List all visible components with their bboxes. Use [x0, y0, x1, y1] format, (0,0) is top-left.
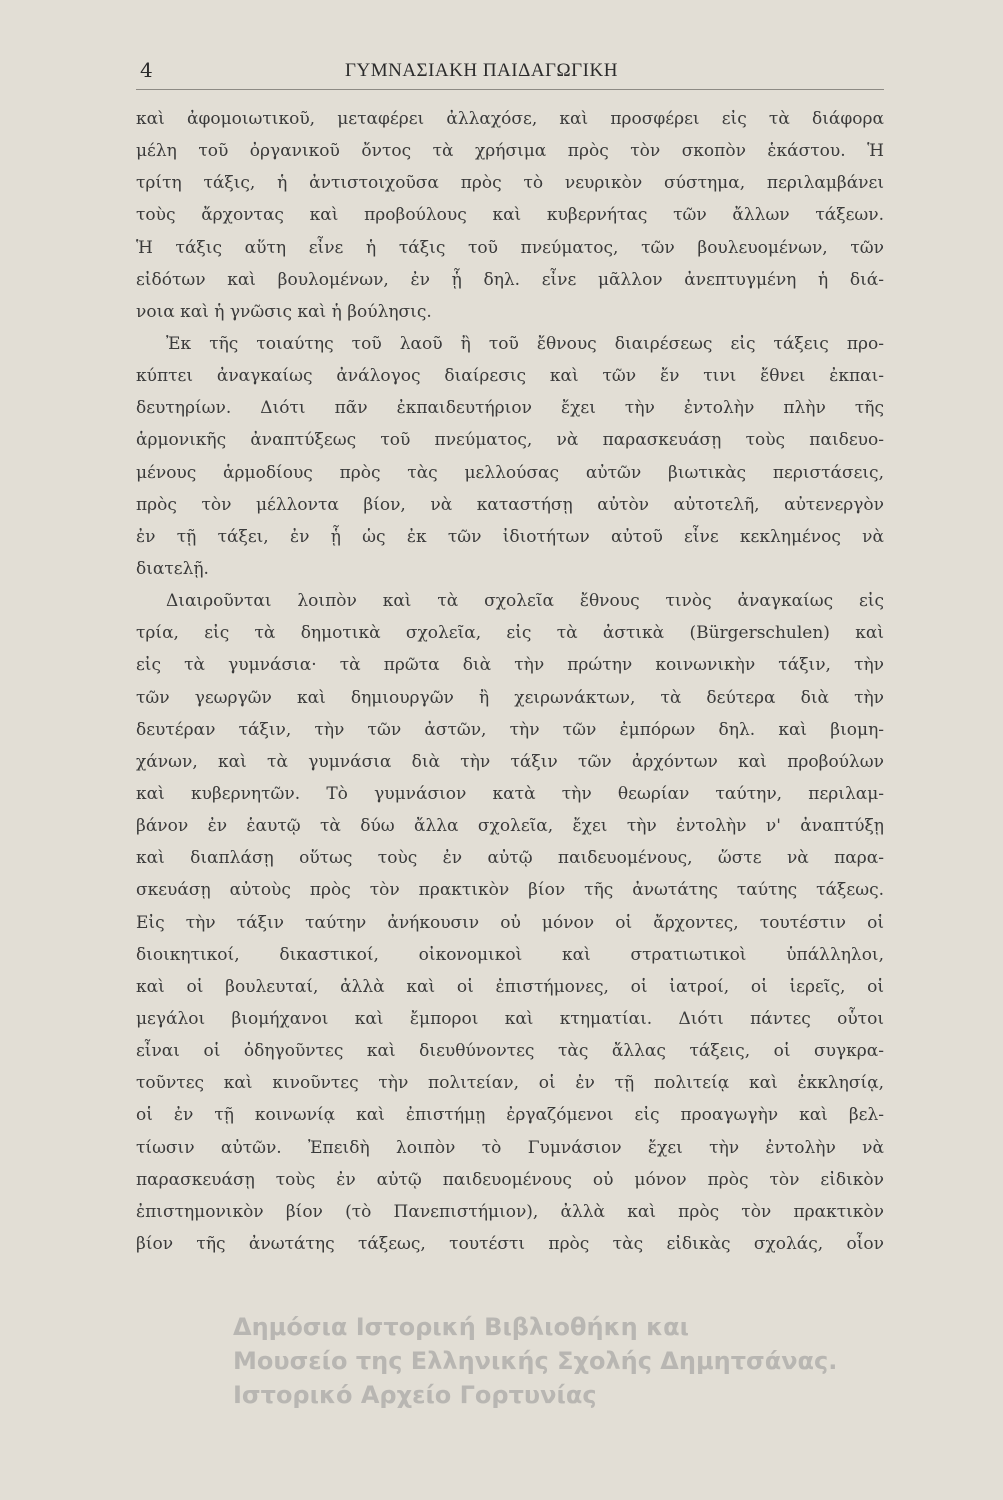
text-line: τρίτη τάξις, ἡ ἀντιστοιχοῦσα πρὸς τὸ νευρικὸν σύστημα, περιλαμβάνει: [136, 173, 884, 194]
watermark-line: Δημόσια Ιστορική Βιβλιοθήκη και: [233, 1313, 689, 1341]
text-line: εἶναι οἱ ὁδηγοῦντες καὶ διευθύνοντες τὰς ἄλλας τάξεις, οἱ συγκρα-: [136, 1041, 884, 1062]
text-line: πρὸς τὸν μέλλοντα βίον, νὰ καταστήσῃ αὐτὸν αὐτοτελῆ, αὐτενεργὸν: [136, 494, 884, 515]
text-line: δευτέραν τάξιν, τὴν τῶν ἀστῶν, τὴν τῶν ἐμπόρων δηλ. καὶ βιομη-: [136, 719, 884, 740]
text-line: οἱ ἐν τῇ κοινωνίᾳ καὶ ἐπιστήμῃ ἐργαζόμενοι εἰς προαγωγὴν καὶ βελ-: [136, 1105, 884, 1126]
text-line: εἰς τὰ γυμνάσια· τὰ πρῶτα διὰ τὴν πρώτην κοινωνικὴν τάξιν, τὴν: [136, 655, 884, 676]
text-line: βίον τῆς ἀνωτάτης τάξεως, τουτέστι πρὸς τὰς εἰδικὰς σχολάς, οἷον: [136, 1233, 884, 1254]
text-line: καὶ οἱ βουλευταί, ἀλλὰ καὶ οἱ ἐπιστήμονες, οἱ ἰατροί, οἱ ἱερεῖς, οἱ: [136, 976, 884, 997]
text-line: τρία, εἰς τὰ δημοτικὰ σχολεῖα, εἰς τὰ ἀστικὰ (Bürgerschulen) καὶ: [136, 623, 884, 644]
text-line: τίωσιν αὐτῶν. Ἐπειδὴ λοιπὸν τὸ Γυμνάσιον ἔχει τὴν ἐντολὴν νὰ: [136, 1137, 884, 1158]
body-text: [136, 103, 884, 1260]
text-line: Ἡ τάξις αὕτη εἶνε ἡ τάξις τοῦ πνεύματος, τῶν βουλευομένων, τῶν: [136, 237, 884, 258]
running-head: ΓΥΜΝΑΣΙΑΚΗ ΠΑΙΔΑΓΩΓΙΚΗ: [345, 60, 618, 81]
library-watermark: [233, 1310, 837, 1412]
text-line: νοια καὶ ἡ γνῶσις καὶ ἡ βούλησις.: [136, 301, 432, 322]
text-line: διατελῇ.: [136, 558, 209, 579]
text-line: διοικητικοί, δικαστικοί, οἰκονομικοὶ καὶ στρατιωτικοὶ ὑπάλληλοι,: [136, 944, 884, 965]
text-line: καὶ κυβερνητῶν. Τὸ γυμνάσιον κατὰ τὴν θεωρίαν ταύτην, περιλαμ-: [136, 783, 884, 804]
text-line: κύπτει ἀναγκαίως ἀνάλογος διαίρεσις καὶ τῶν ἔν τινι ἔθνει ἐκπαι-: [136, 366, 884, 387]
text-line: μεγάλοι βιομήχανοι καὶ ἔμποροι καὶ κτηματίαι. Διότι πάντες οὗτοι: [136, 1008, 884, 1029]
watermark-line: Μουσείο της Ελληνικής Σχολής Δημητσάνας.: [233, 1347, 838, 1375]
text-line: Ἐκ τῆς τοιαύτης τοῦ λαοῦ ἢ τοῦ ἔθνους διαιρέσεως εἰς τάξεις προ-: [166, 333, 884, 354]
text-line: καὶ ἀφομοιωτικοῦ, μεταφέρει ἀλλαχόσε, καὶ προσφέρει εἰς τὰ διάφορα: [136, 109, 884, 129]
text-line: βάνον ἐν ἑαυτῷ τὰ δύω ἄλλα σχολεῖα, ἔχει τὴν ἐντολὴν ν' ἀναπτύξῃ: [136, 816, 884, 837]
text-line: μένους ἁρμοδίους πρὸς τὰς μελλούσας αὐτῶν βιωτικὰς περιστάσεις,: [136, 462, 884, 483]
header-rule: [136, 89, 884, 90]
text-line: δευτηρίων. Διότι πᾶν ἐκπαιδευτήριον ἔχει τὴν ἐντολὴν πλὴν τῆς: [136, 398, 884, 419]
text-line: Εἰς τὴν τάξιν ταύτην ἀνήκουσιν οὐ μόνον οἱ ἄρχοντες, τουτέστιν οἱ: [136, 912, 884, 933]
page-number: 4: [140, 58, 153, 82]
text-line: εἰδότων καὶ βουλομένων, ἐν ᾗ δηλ. εἶνε μᾶλλον ἀνεπτυγμένη ἡ διά-: [136, 269, 884, 290]
text-line: ἐπιστημονικὸν βίον (τὸ Πανεπιστήμιον), ἀλλὰ καὶ πρὸς τὸν πρακτικὸν: [136, 1201, 884, 1222]
text-line: παρασκευάσῃ τοὺς ἐν αὐτῷ παιδευομένους οὐ μόνον πρὸς τὸν εἰδικὸν: [136, 1169, 884, 1190]
text-line: μέλη τοῦ ὀργανικοῦ ὄντος τὰ χρήσιμα πρὸς τὸν σκοπὸν ἑκάστου. Ἡ: [136, 141, 884, 162]
text-line: τοῦντες καὶ κινοῦντες τὴν πολιτείαν, οἱ ἐν τῇ πολιτείᾳ καὶ ἐκκλησίᾳ,: [136, 1073, 884, 1094]
watermark-line: Ιστορικό Αρχείο Γορτυνίας: [233, 1381, 597, 1409]
text-line: καὶ διαπλάσῃ οὕτως τοὺς ἐν αὐτῷ παιδευομένους, ὥστε νὰ παρα-: [136, 848, 884, 869]
text-line: χάνων, καὶ τὰ γυμνάσια διὰ τὴν τάξιν τῶν ἀρχόντων καὶ προβούλων: [136, 751, 884, 772]
text-line: ἁρμονικῆς ἀναπτύξεως τοῦ πνεύματος, νὰ παρασκευάσῃ τοὺς παιδευο-: [136, 430, 884, 451]
text-line: Διαιροῦνται λοιπὸν καὶ τὰ σχολεῖα ἔθνους τινὸς ἀναγκαίως εἰς: [166, 591, 884, 612]
text-line: τοὺς ἄρχοντας καὶ προβούλους καὶ κυβερνήτας τῶν ἄλλων τάξεων.: [136, 205, 884, 226]
text-line: τῶν γεωργῶν καὶ δημιουργῶν ἢ χειρωνάκτων, τὰ δεύτερα διὰ τὴν: [136, 687, 884, 708]
text-line: ἐν τῇ τάξει, ἐν ᾗ ὡς ἐκ τῶν ἰδιοτήτων αὐτοῦ εἶνε κεκλημένος νὰ: [136, 526, 884, 547]
text-line: σκευάσῃ αὐτοὺς πρὸς τὸν πρακτικὸν βίον τῆς ἀνωτάτης ταύτης τάξεως.: [136, 880, 884, 901]
